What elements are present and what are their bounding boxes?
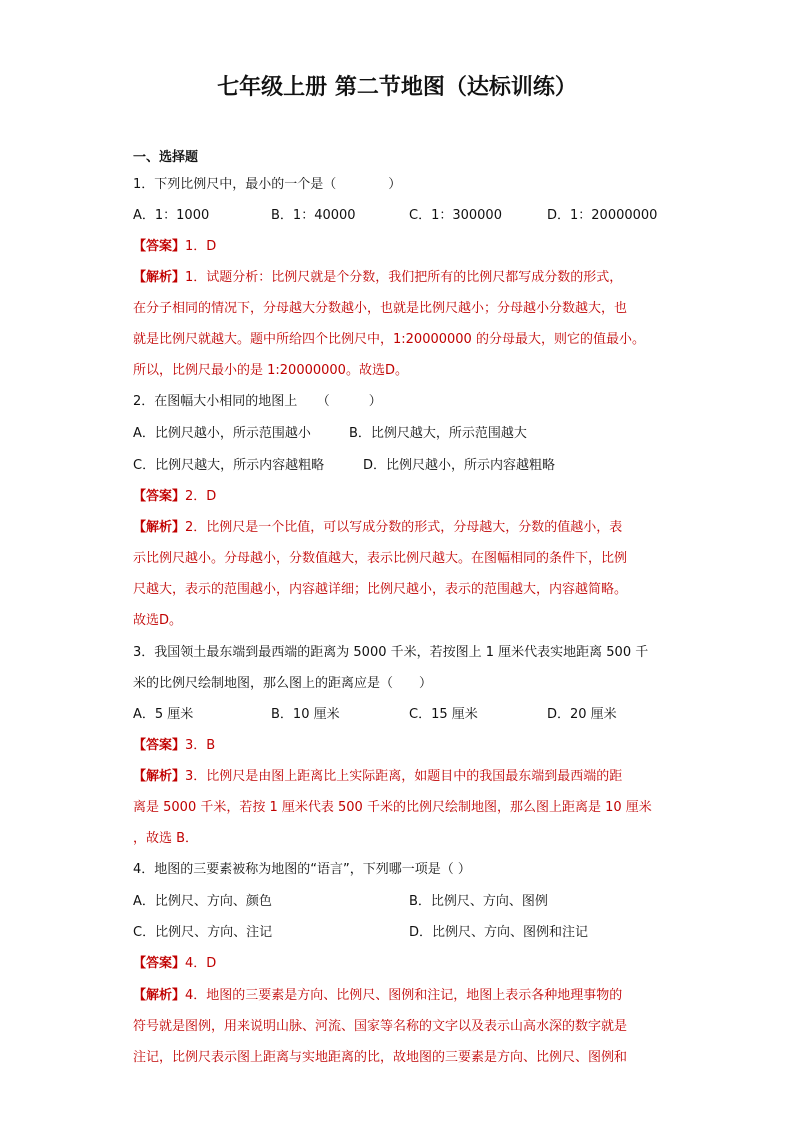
- q1-option-a: A．1：1000: [133, 208, 210, 223]
- q4-option-c: C．比例尺、方向、注记: [133, 925, 273, 940]
- q3-analysis-text: 3．比例尺是由图上距离比上实际距离，如题目中的我国最东端到最西端的距: [185, 769, 623, 784]
- q2-stem: 2．在图幅大小相同的地图上 （ ）: [133, 394, 382, 409]
- answer-tag: 【答案】: [133, 956, 186, 971]
- q3-answer-text: 3．B: [185, 738, 216, 753]
- q4-option-a: A．比例尺、方向、颜色: [133, 894, 272, 909]
- q2-option-d: D．比例尺越小，所示内容越粗略: [363, 458, 556, 473]
- q4-option-b: B．比例尺、方向、图例: [409, 894, 548, 909]
- q4-answer-text: 4．D: [185, 956, 217, 971]
- q3-analysis-line-2: 离是 5000 千米，若按 1 厘米代表 500 千米的比例尺绘制地图，那么图上距离是 10 厘米: [133, 800, 652, 815]
- q2-answer-text: 2．D: [185, 489, 217, 504]
- analysis-tag: 【解析】: [133, 520, 186, 535]
- q2-answer: [133, 485, 216, 504]
- q4-stem: 4．地图的三要素被称为地图的“语言”，下列哪一项是（ ）: [133, 862, 471, 877]
- q2-option-b: B．比例尺越大，所示范围越大: [349, 426, 527, 441]
- q1-analysis-line-4: 所以，比例尺最小的是 1:20000000。故选D。: [133, 363, 408, 378]
- q2-option-a: A．比例尺越小，所示范围越小: [133, 426, 311, 441]
- q4-answer: [133, 952, 216, 971]
- q1-analysis-line-3: 就是比例尺就越大。题中所给四个比例尺中，1:20000000 的分母最大，则它的值最小。: [133, 332, 645, 347]
- analysis-tag: 【解析】: [133, 769, 186, 784]
- q1-option-d: D．1：20000000: [547, 208, 658, 223]
- q2-analysis-line-1: [133, 516, 622, 535]
- q2-analysis-text: 2．比例尺是一个比值，可以写成分数的形式，分母越大，分数的值越小，表: [185, 520, 623, 535]
- q3-stem-line-2: 米的比例尺绘制地图，那么图上的距离应是（ ）: [133, 676, 433, 691]
- q1-analysis-line-2: 在分子相同的情况下，分母越大分数越小，也就是比例尺越小；分母越小分数越大，也: [133, 301, 628, 316]
- q3-answer: [133, 734, 215, 753]
- q3-option-c: C．15 厘米: [409, 707, 478, 722]
- q3-option-a: A．5 厘米: [133, 707, 194, 722]
- answer-tag: 【答案】: [133, 239, 186, 254]
- q3-analysis-line-1: [133, 765, 622, 784]
- answer-tag: 【答案】: [133, 489, 186, 504]
- analysis-tag: 【解析】: [133, 270, 186, 285]
- q2-analysis-line-4: 故选D。: [133, 613, 183, 628]
- q3-stem-line-1: 3．我国领土最东端到最西端的距离为 5000 千米，若按图上 1 厘米代表实地距离 500 千: [133, 645, 649, 660]
- q2-analysis-line-3: 尺越大，表示的范围越小，内容越详细；比例尺越小，表示的范围越大，内容越简略。: [133, 582, 628, 597]
- q3-option-b: B．10 厘米: [271, 707, 340, 722]
- q4-analysis-line-3: 注记，比例尺表示图上距离与实地距离的比，故地图的三要素是方向、比例尺、图例和: [133, 1050, 628, 1065]
- q1-answer: [133, 235, 216, 254]
- section-heading: 一、选择题: [133, 150, 199, 165]
- q1-option-b: B．1：40000: [271, 208, 356, 223]
- q1-analysis-text: 1．试题分析：比例尺就是个分数，我们把所有的比例尺都写成分数的形式，: [185, 270, 623, 285]
- q3-analysis-line-3: ，故选 B．: [133, 831, 199, 846]
- q3-option-d: D．20 厘米: [547, 707, 617, 722]
- q1-option-c: C．1：300000: [409, 208, 502, 223]
- q4-analysis-text: 4．地图的三要素是方向、比例尺、图例和注记，地图上表示各种地理事物的: [185, 988, 623, 1003]
- q1-answer-text: 1．D: [185, 239, 217, 254]
- q2-option-c: C．比例尺越大，所示内容越粗略: [133, 458, 325, 473]
- document-title: 七年级上册 第二节地图（达标训练）: [217, 74, 577, 100]
- q4-analysis-line-1: [133, 984, 622, 1003]
- q4-option-d: D．比例尺、方向、图例和注记: [409, 925, 589, 940]
- q2-analysis-line-2: 示比例尺越小。分母越小，分数值越大，表示比例尺越大。在图幅相同的条件下，比例: [133, 551, 628, 566]
- q1-analysis-line-1: [133, 266, 622, 285]
- answer-tag: 【答案】: [133, 738, 186, 753]
- analysis-tag: 【解析】: [133, 988, 186, 1003]
- q4-analysis-line-2: 符号就是图例，用来说明山脉、河流、国家等名称的文字以及表示山高水深的数字就是: [133, 1019, 628, 1034]
- q1-stem: 1．下列比例尺中，最小的一个是（ ）: [133, 177, 402, 192]
